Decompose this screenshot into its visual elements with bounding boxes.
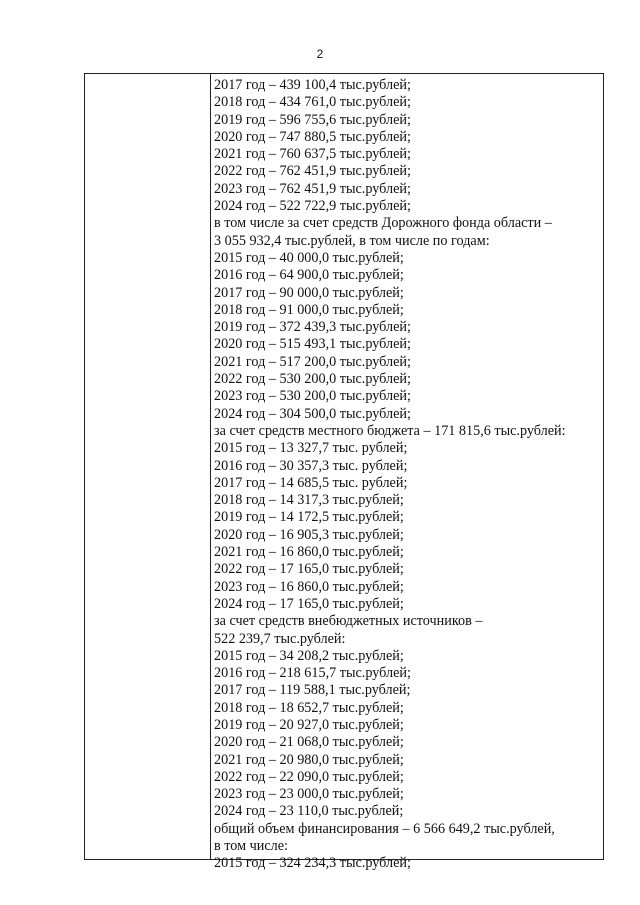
text-line: 2018 год – 18 652,7 тыс.рублей; [214, 699, 404, 716]
text-line: 2015 год – 34 208,2 тыс.рублей; [214, 647, 404, 664]
text-line: 2023 год – 530 200,0 тыс.рублей; [214, 388, 411, 405]
text-line: 2022 год – 762 451,9 тыс.рублей; [214, 163, 411, 180]
text-line: 2016 год – 64 900,0 тыс.рублей; [214, 267, 404, 284]
text-line: 2021 год – 517 200,0 тыс.рублей; [214, 353, 411, 370]
text-line: 2019 год – 596 755,6 тыс.рублей; [214, 111, 411, 128]
text-line: 522 239,7 тыс.рублей: [214, 630, 346, 647]
text-line: 2018 год – 14 317,3 тыс.рублей; [214, 492, 404, 509]
text-line: 2021 год – 760 637,5 тыс.рублей; [214, 146, 411, 163]
text-line: 2022 год – 22 090,0 тыс.рублей; [214, 768, 404, 785]
text-line: 2024 год – 304 500,0 тыс.рублей; [214, 405, 411, 422]
text-line: 2024 год – 522 722,9 тыс.рублей; [214, 198, 411, 215]
text-line: 2017 год – 439 100,4 тыс.рублей; [214, 77, 411, 93]
text-line: в том числе за счет средств Дорожного фонда области – [214, 215, 552, 232]
text-line: 2020 год – 515 493,1 тыс.рублей; [214, 336, 411, 353]
table-frame [84, 73, 604, 872]
text-line: 2021 год – 20 980,0 тыс.рублей; [214, 751, 404, 768]
text-line: 2023 год – 23 000,0 тыс.рублей; [214, 786, 404, 803]
text-line: 2016 год – 30 357,3 тыс. рублей; [214, 457, 408, 474]
page-number: 2 [316, 47, 324, 61]
text-line: 2020 год – 747 880,5 тыс.рублей; [214, 128, 411, 145]
text-line: 2020 год – 21 068,0 тыс.рублей; [214, 734, 404, 751]
text-line: 2015 год – 324 234,3 тыс.рублей; [214, 855, 411, 872]
text-line: 2016 год – 218 615,7 тыс.рублей; [214, 665, 411, 682]
text-line: 2022 год – 17 165,0 тыс.рублей; [214, 561, 404, 578]
text-line: 2017 год – 14 685,5 тыс. рублей; [214, 474, 408, 491]
text-line: 2018 год – 434 761,0 тыс.рублей; [214, 94, 411, 111]
text-line: 2015 год – 40 000,0 тыс.рублей; [214, 249, 404, 266]
text-line: 2022 год – 530 200,0 тыс.рублей; [214, 371, 411, 388]
text-line: 2018 год – 91 000,0 тыс.рублей; [214, 301, 404, 318]
text-line: в том числе: [214, 838, 288, 855]
text-line: 2019 год – 372 439,3 тыс.рублей; [214, 319, 411, 336]
text-line: 2017 год – 119 588,1 тыс.рублей; [214, 682, 411, 699]
column-divider [210, 74, 211, 859]
financing-text-cell [214, 77, 599, 873]
text-line: 2021 год – 16 860,0 тыс.рублей; [214, 544, 404, 561]
text-line: 2023 год – 762 451,9 тыс.рублей; [214, 180, 411, 197]
text-line: за счет средств местного бюджета – 171 815,6 тыс.рублей: [214, 422, 566, 439]
text-line: 2023 год – 16 860,0 тыс.рублей; [214, 578, 404, 595]
text-line: 2019 год – 14 172,5 тыс.рублей; [214, 509, 404, 526]
text-line: 3 055 932,4 тыс.рублей, в том числе по годам: [214, 232, 490, 249]
text-line: 2019 год – 20 927,0 тыс.рублей; [214, 716, 404, 733]
text-line: 2024 год – 17 165,0 тыс.рублей; [214, 595, 404, 612]
text-line: 2015 год – 13 327,7 тыс. рублей; [214, 440, 408, 457]
text-line: 2017 год – 90 000,0 тыс.рублей; [214, 284, 404, 301]
text-line: 2024 год – 23 110,0 тыс.рублей; [214, 803, 404, 820]
text-line: за счет средств внебюджетных источников – [214, 613, 483, 630]
text-line: общий объем финансирования – 6 566 649,2 тыс.рублей, [214, 820, 555, 837]
text-line: 2020 год – 16 905,3 тыс.рублей; [214, 526, 404, 543]
